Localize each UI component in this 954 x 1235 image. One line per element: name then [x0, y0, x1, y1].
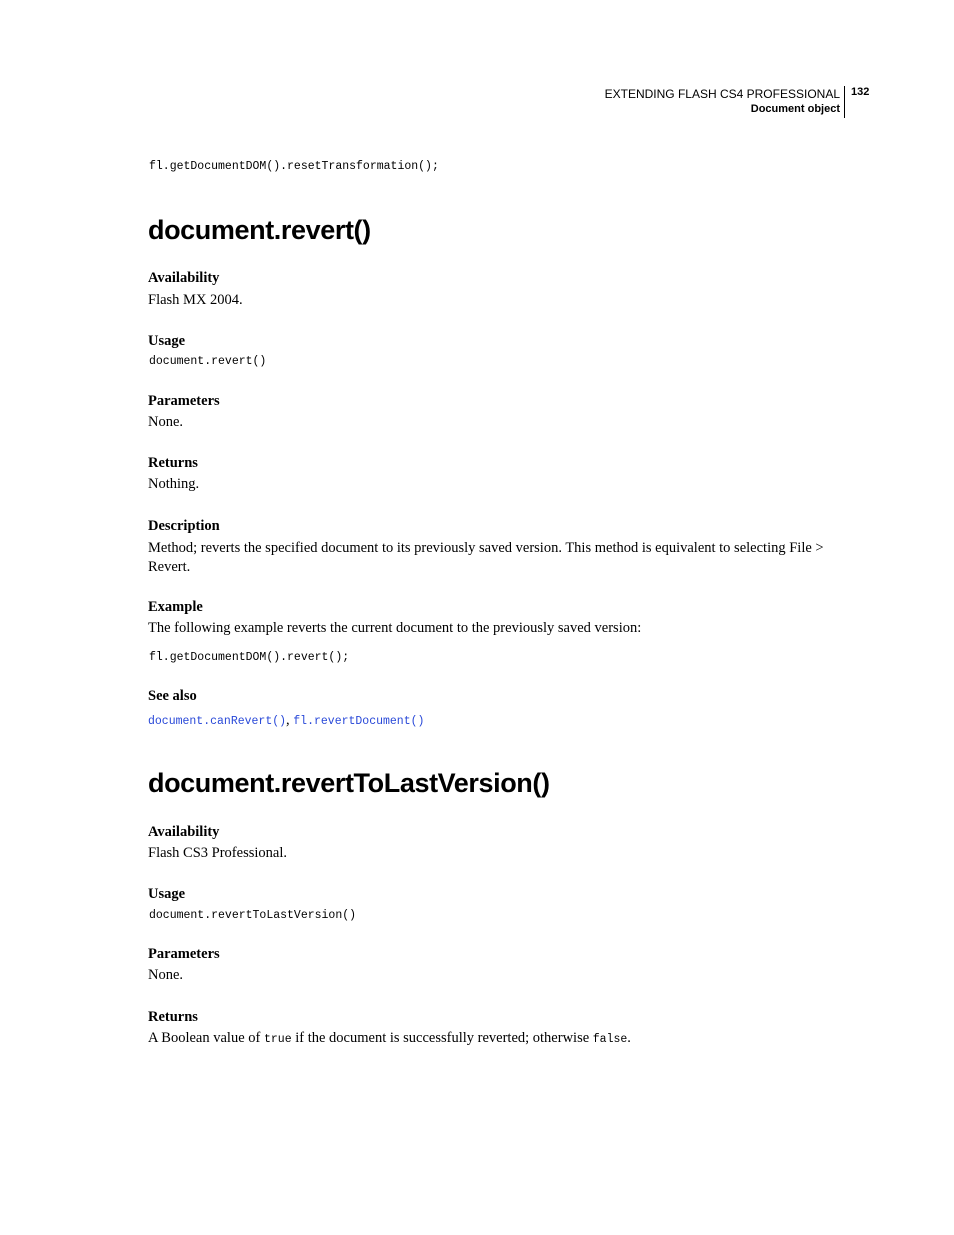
- running-header-title: EXTENDING FLASH CS4 PROFESSIONAL: [604, 87, 840, 101]
- example-heading: Example: [148, 599, 203, 615]
- availability-text: Flash MX 2004.: [148, 292, 243, 308]
- parameters-text: None.: [148, 414, 184, 430]
- see-also-links: [148, 711, 424, 729]
- returns-text-part: A Boolean value of: [148, 1030, 264, 1046]
- returns-text-part: .: [627, 1030, 631, 1046]
- page-number: 132: [851, 86, 870, 98]
- header-divider: [844, 86, 845, 118]
- availability-heading: Availability: [148, 270, 220, 286]
- returns-code-false: false: [592, 1033, 628, 1046]
- returns-code-true: true: [263, 1033, 292, 1046]
- section-title: document.revert(): [148, 215, 371, 245]
- returns-text-part: if the document is successfully reverted; otherwise: [291, 1030, 593, 1046]
- code-block: fl.getDocumentDOM().resetTransformation();: [149, 160, 439, 173]
- example-text: The following example reverts the current document to the previously saved version:: [148, 620, 642, 636]
- returns-text: [148, 1030, 631, 1047]
- example-code: fl.getDocumentDOM().revert();: [149, 651, 350, 664]
- parameters-heading: Parameters: [148, 946, 220, 962]
- description-text: Method; reverts the specified document to its previously saved version. This method is equivalent to selecting File > Revert.: [148, 540, 824, 575]
- see-also-heading: See also: [148, 688, 197, 704]
- link-separator: ,: [286, 712, 294, 728]
- returns-heading: Returns: [148, 455, 198, 471]
- usage-code: document.revert(): [149, 355, 267, 368]
- availability-text: Flash CS3 Professional.: [148, 845, 287, 861]
- parameters-text: None.: [148, 967, 184, 983]
- section-title: document.revertToLastVersion(): [148, 768, 550, 798]
- link-fl-revertdocument[interactable]: fl.revertDocument(): [293, 715, 425, 728]
- link-document-canrevert[interactable]: document.canRevert(): [148, 715, 287, 728]
- returns-text: Nothing.: [148, 476, 200, 492]
- description-heading: Description: [148, 518, 220, 534]
- usage-heading: Usage: [148, 333, 186, 349]
- running-header-section: Document object: [750, 103, 840, 115]
- returns-heading: Returns: [148, 1009, 198, 1025]
- availability-heading: Availability: [148, 824, 220, 840]
- parameters-heading: Parameters: [148, 393, 220, 409]
- usage-heading: Usage: [148, 886, 186, 902]
- usage-code: document.revertToLastVersion(): [149, 909, 357, 922]
